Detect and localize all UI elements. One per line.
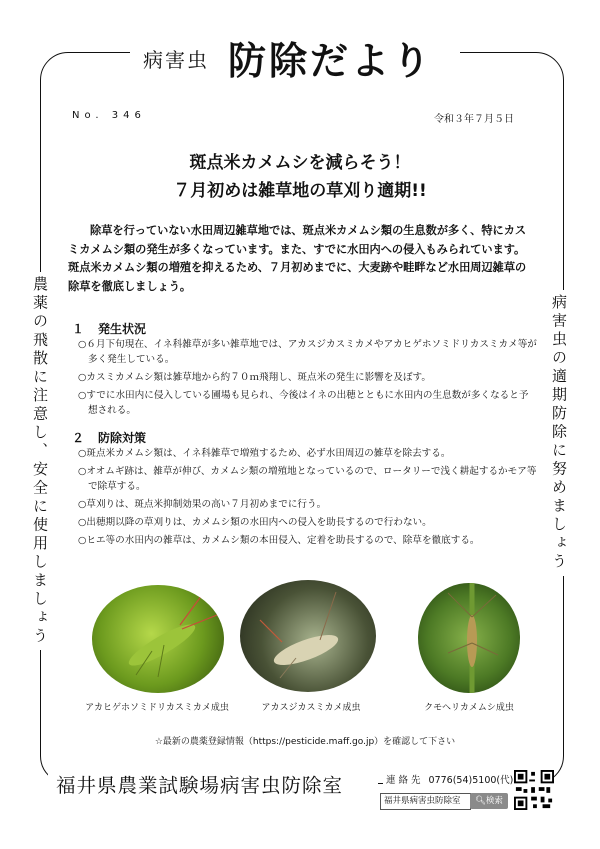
side-text-left: 農薬の飛散に注意し、安全に使用しましょう [30, 272, 51, 650]
sub-title: 病害虫 [143, 48, 209, 72]
insect-photo-2 [240, 580, 376, 692]
search-button[interactable] [470, 793, 508, 809]
qr-code-icon [514, 770, 554, 810]
side-text-right: 病害虫の適期防除に努めましょう [549, 290, 570, 576]
insect-photo-1 [92, 585, 224, 693]
organization-name: 福井県農業試験場病害虫防除室 [56, 774, 344, 797]
headline-line2: ７月初めは雑草地の草刈り適期!! [173, 181, 427, 201]
registration-notice: ☆最新の農薬登録情報（https://pesticide.maff.go.jp）を確認して下さい [154, 737, 456, 747]
insect-photo-3 [418, 583, 520, 693]
section1-heading [72, 320, 146, 337]
contact-info [383, 772, 516, 786]
section2-heading [72, 429, 146, 446]
issue-number: No. 346 [72, 110, 146, 121]
list-item: ○カスミカメムシ類は雑草地から約７０ｍ飛翔し、斑点米の発生に影響を及ぼす。 [78, 372, 431, 383]
search-icon: 🔍︎ [475, 796, 486, 806]
section2-list [78, 446, 538, 551]
section2-title: 防除対策 [98, 431, 147, 445]
section2-number: ２ [72, 431, 85, 445]
intro-paragraph: 除草を行っていない水田周辺雑草地では、斑点米カメムシ類の生息数が多く、特にカスミカメムシ類の発生が多くなっています。また、すでに水田内への侵入もみられています。斑点米カメムシ類の増殖を抑えるため、７月初めまでに、大麦跡や畦畔など水田周辺雑草の除草を徹底しましょう。 [68, 224, 527, 293]
headline-line1: 斑点米カメムシを減らそう！ [189, 153, 411, 173]
issue-date: 令和３年７月５日 [434, 114, 514, 125]
list-item: ○オオムギ跡は、雑草が伸び、カメムシ類の増殖地となっているので、ロータリーで浅く耕起するかモア等で除草する。 [78, 466, 537, 492]
photo-caption-1: アカヒゲホソミドリカスミカメ成虫 [85, 703, 229, 713]
list-item: ○ヒエ等の水田内の雑草は、カメムシ類の本田侵入、定着を助長するので、除草を徹底する。 [78, 535, 480, 546]
search-button-label: 検索 [485, 796, 503, 806]
list-item: ○すでに水田内に侵入している圃場も見られ、今後はイネの出穂とともに水田内の生息数が多くなると予想される。 [78, 390, 529, 416]
section1-list [78, 337, 538, 421]
list-item: ○出穂期以降の草刈りは、カメムシ類の水田内への侵入を助長するので行わない。 [78, 517, 432, 528]
list-item: ○６月下旬現在、イネ科雑草が多い雑草地では、アカスジカスミカメやアカヒゲホソミドリカスミカメ等が多く発生している。 [78, 339, 537, 365]
list-item: ○草刈りは、斑点米抑制効果の高い７月初めまでに行う。 [78, 499, 327, 510]
contact-phone: 0776(54)5100(代) [428, 775, 514, 786]
contact-label: 連 絡 先 [386, 775, 421, 786]
section1-number: １ [72, 322, 85, 336]
photo-caption-3: クモヘリカメムシ成虫 [424, 703, 514, 713]
main-title: 防除だより [228, 39, 434, 83]
search-input[interactable]: 福井県病害虫防除室 [380, 793, 471, 810]
list-item: ○斑点米カメムシ類は、イネ科雑草で増殖するため、必ず水田周辺の雑草を除去する。 [78, 448, 451, 459]
section1-title: 発生状況 [98, 322, 147, 336]
photo-caption-2: アカスジカスミカメ成虫 [261, 703, 361, 713]
